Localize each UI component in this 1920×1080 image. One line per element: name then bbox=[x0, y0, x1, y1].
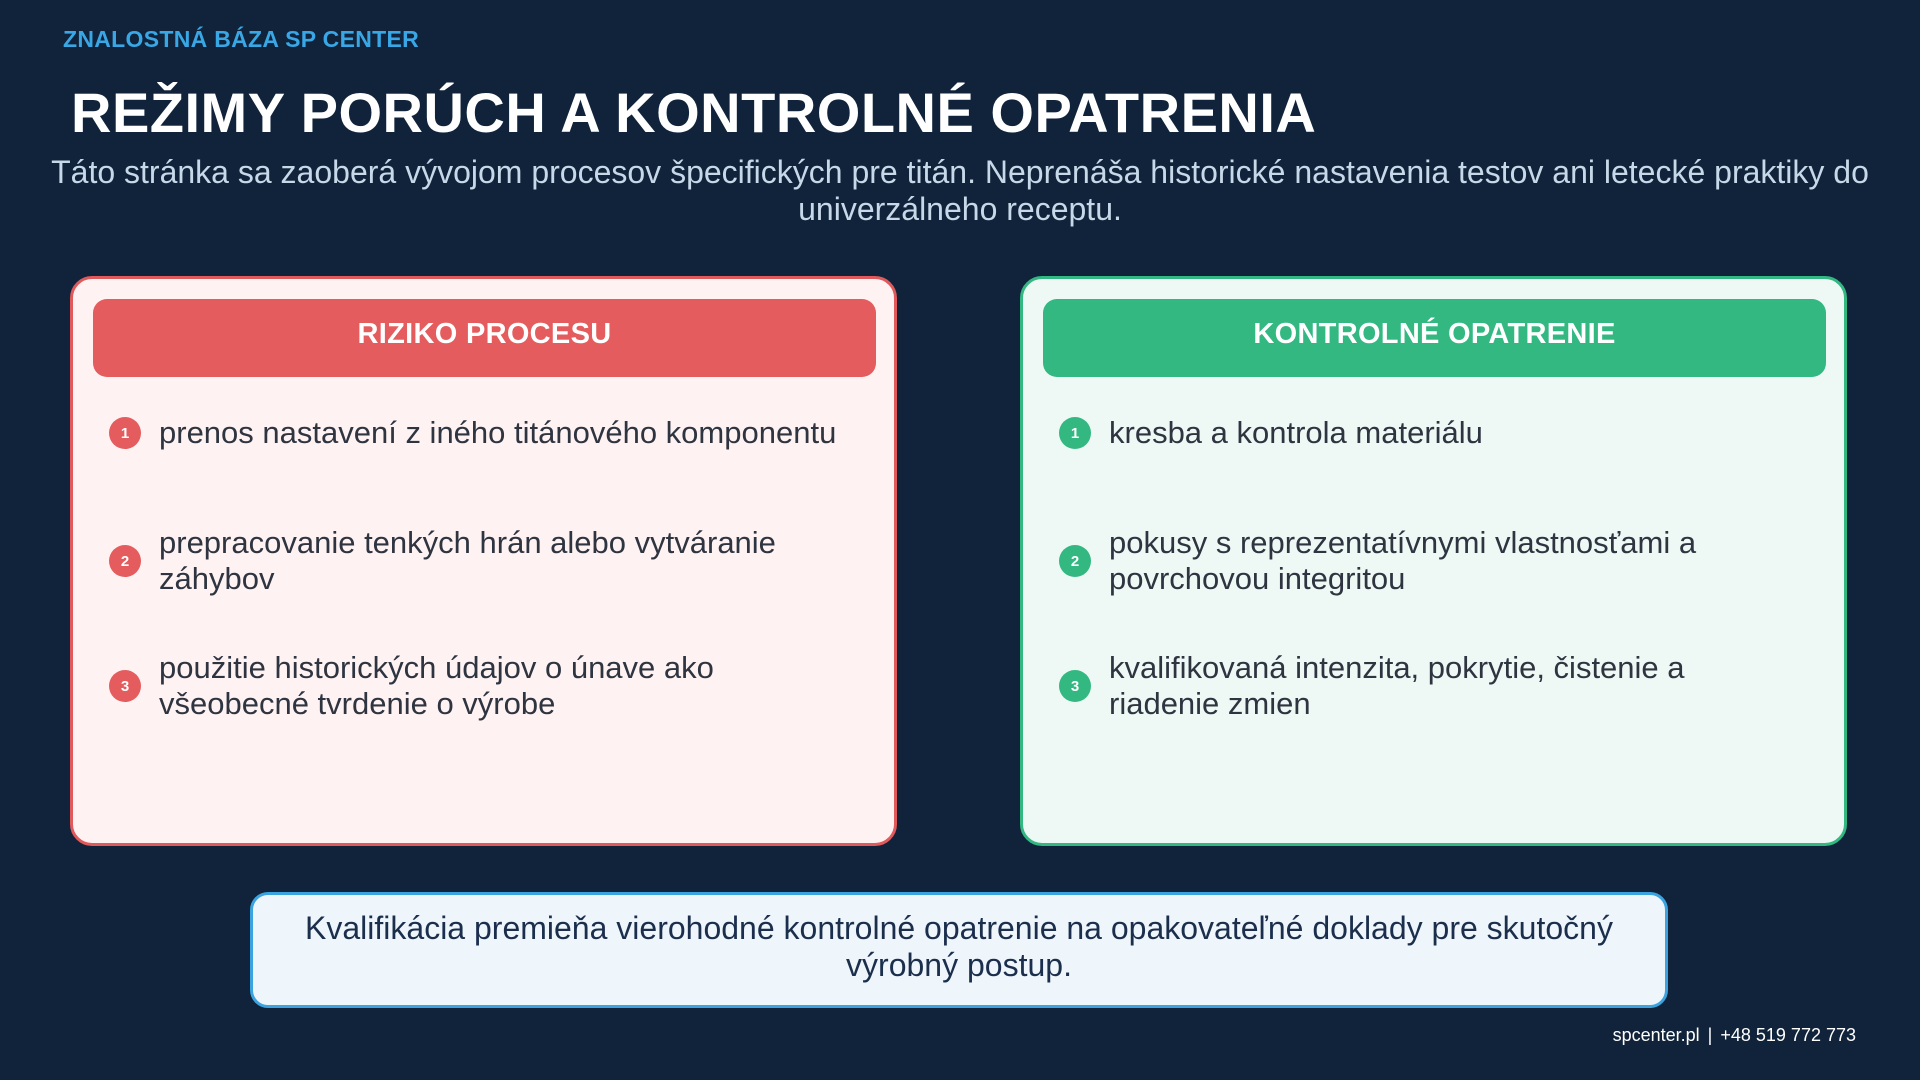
control-item-text: kresba a kontrola materiálu bbox=[1109, 415, 1483, 450]
footer-separator: | bbox=[1707, 1025, 1713, 1045]
number-badge: 3 bbox=[1059, 670, 1091, 702]
risk-panel bbox=[70, 276, 897, 846]
risk-item-text: prepracovanie tenkých hrán alebo vytváranie záhybov bbox=[159, 525, 776, 596]
summary-callout bbox=[250, 892, 1668, 1008]
control-item bbox=[1059, 525, 1819, 597]
control-panel bbox=[1020, 276, 1847, 846]
page-title: REŽIMY PORÚCH A KONTROLNÉ OPATRENIA bbox=[71, 81, 1317, 144]
number-badge: 2 bbox=[1059, 545, 1091, 577]
risk-panel-header: RIZIKO PROCESU bbox=[93, 299, 876, 377]
control-item bbox=[1059, 415, 1819, 451]
risk-item bbox=[109, 415, 869, 451]
number-badge: 3 bbox=[109, 670, 141, 702]
risk-item bbox=[109, 650, 869, 722]
footer-phone: +48 519 772 773 bbox=[1720, 1025, 1856, 1045]
control-item-text: pokusy s reprezentatívnymi vlastnosťami a povrchovou integritou bbox=[1109, 525, 1697, 596]
eyebrow-label: ZNALOSTNÁ BÁZA SP CENTER bbox=[63, 26, 420, 52]
control-item bbox=[1059, 650, 1819, 722]
control-item-text: kvalifikovaná intenzita, pokrytie, čistenie a riadenie zmien bbox=[1109, 650, 1685, 721]
page-subtitle: Táto stránka sa zaoberá vývojom procesov špecifických pre titán. Neprenáša historické nastavenia testov ani letecké praktiky do univerzálneho receptu. bbox=[51, 154, 1869, 227]
number-badge: 2 bbox=[109, 545, 141, 577]
risk-item bbox=[109, 525, 869, 597]
risk-item-text: použitie historických údajov o únave ako všeobecné tvrdenie o výrobe bbox=[159, 650, 714, 721]
footer-website: spcenter.pl bbox=[1612, 1025, 1700, 1045]
footer-contact bbox=[1613, 1025, 1856, 1046]
risk-item-text: prenos nastavení z iného titánového komponentu bbox=[159, 415, 837, 450]
control-panel-header: KONTROLNÉ OPATRENIE bbox=[1043, 299, 1826, 377]
number-badge: 1 bbox=[1059, 417, 1091, 449]
summary-callout-text: Kvalifikácia premieňa vierohodné kontrolné opatrenie na opakovateľné doklady pre skutočný výrobný postup. bbox=[305, 910, 1613, 983]
number-badge: 1 bbox=[109, 417, 141, 449]
